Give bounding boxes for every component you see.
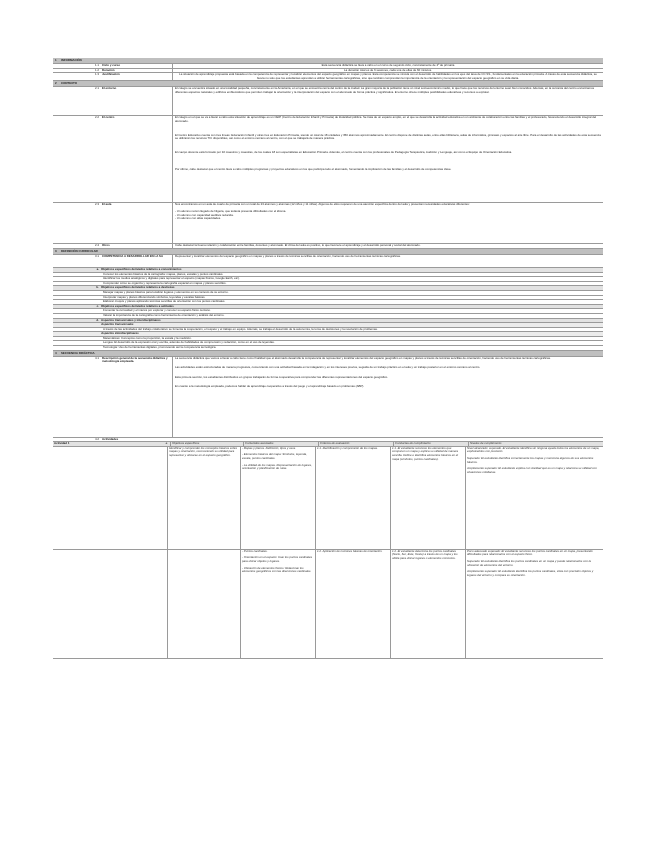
row-value: Esta secuencia didáctica se lleva a cabo en el curso de segundo ciclo, concretamente de 4º de primaria bbox=[172, 64, 603, 68]
paragraph: La secuencia didáctica que vamos a llevar a cabo tiene como finalidad que el alumnado desarrolle la competencia de representar y localizar elementos del espacio geográfico en mapas y planos a través de técnicas sencillas de orientación, haciendo uso de herramientas técnicas cartográficas. bbox=[175, 355, 551, 360]
paragraph: Nos encontramos en un aula de cuarto de primaria con un total de 23 alumnos y alumnas (12 niños y 11 niñas). Algunos de ellos requieren de una atención específica dentro del aula y presentan necesidades educativas diferentes: bbox=[175, 202, 470, 207]
objective-text: Interpretar mapas y planos diferenciando símbolos, leyendas y escalas básicas. bbox=[103, 294, 206, 299]
cell-conducta: 1.2. El estudiante determina los puntos cardinales (Norte, Sur, Este, Oeste) a través de un mapa y los utiliza para ubicar lugares o elementos concretos. bbox=[390, 550, 465, 658]
section-title: DEFINICIÓN CURRICULAR bbox=[61, 248, 98, 253]
block-title: Objetivos específicos derivados relativos a conocimientos bbox=[101, 266, 182, 271]
paragraph: Matemáticas: Conceptos como la proporción, la escala y la medición. bbox=[103, 335, 192, 340]
col-header: Contenidos asociados bbox=[243, 442, 318, 446]
block-letter: a. bbox=[96, 266, 99, 271]
block-letter: c. bbox=[96, 303, 99, 308]
cell-criterio: 1.1. Identificación y comprensión de los mapas. bbox=[315, 447, 390, 549]
cell-nivel: Ampliamente superado: El estudiante explica con claridad qué es un mapa y relaciona su utilidad con situaciones cotidianas. bbox=[467, 466, 597, 474]
paragraph: A través de las actividades del trabajo colaborativo se fomenta la cooperación, el respeto y el trabajo en equipo. Además, se trabaja el desarrollo de la autonomía, la toma de decisiones y la resolución de problemas. bbox=[103, 326, 378, 331]
objective-text: Conocer los elementos básicos de la cartografía: mapas, planos, escalas y puntos cardinales. bbox=[103, 271, 224, 276]
row-label: COMPETENCIA A DESARROLLAR EN LA SA bbox=[102, 253, 164, 258]
competencia-text: Representar y localizar elementos del espacio geográfico en mapas y planos a través de técnicas sencillas de orientación, haciendo uso de herramientas técnicas cartográficas. bbox=[172, 255, 603, 267]
col-header: Niveles de cumplimiento bbox=[468, 442, 603, 446]
context-row-entorno bbox=[53, 87, 603, 116]
row-number: 2.3 bbox=[94, 202, 99, 207]
row-label: Otros bbox=[102, 243, 110, 248]
cell-objetivo bbox=[167, 550, 240, 658]
subheading: Aspectos transversales bbox=[101, 322, 134, 327]
cell-contenido: - Elementos básicos del mapa: Símbolos, leyenda, escala, puntos cardinales. bbox=[242, 452, 307, 461]
section-title: CONTEXTO bbox=[61, 81, 78, 86]
cell-nivel: Ampliamente superado: El estudiante identifica los puntos cardinales, sitúa con precisión objetos y lugares del entorno y compara su orientación. bbox=[467, 569, 594, 577]
row-label: Actividades bbox=[102, 436, 119, 441]
paragraph: El colegio se encuentra situado en una localidad pequeña, concretamente en la Amazonía, en el que se encuentra cerca del centro de la ciudad. La gran mayoría de la población tiene un nivel socioeconómico medio, lo que hace que los recursos del entorno sean bien conocidos. Además, en la cercanía del centro encontramos diferentes espacios naturales y edificios emblemáticos que permiten trabajar la orientación y la interpretación del espacio con el alumnado de forma práctica y significativa. El entorno ofrece múltiples posibilidades educativas y recursos a explotar. bbox=[175, 86, 595, 94]
cell-nivel: Poco adecuado superado: El estudiante reconoce los puntos cardinales en un mapa, presentando dificultades para relacionarlos con el espacio físico. bbox=[467, 548, 593, 557]
activity-name: Actividad 1 bbox=[54, 441, 70, 446]
paragraph: Las actividades están estructuradas de manera progresiva, comenzando con una actividad basada en la indagación y en los intereses previos, seguida de un trabajo práctico en el aula y un trabajo posterior en el entorno cercano al centro. bbox=[175, 365, 481, 370]
row-label: El entorno bbox=[102, 86, 117, 91]
paragraph: El cuerpo docente está formado por 32 maestros y maestras, de los cuales 18 son especialistas en Educación Primaria. Además, el centro cuenta con los profesionales de Pedagogía Terapéutica, Audición y Lenguaje, así como el Equipo de Orientación Educativa. bbox=[175, 149, 513, 154]
col-header: Criterios de evaluación bbox=[318, 442, 393, 446]
section-title: INFORMACIÓN bbox=[61, 58, 82, 62]
cell-nivel: Superado: El estudiante identifica correctamente los mapas y menciona algunos de sus elementos básicos. bbox=[467, 456, 594, 464]
document-sheet bbox=[53, 58, 603, 659]
paragraph: En cuanto a la metodología empleada, podemos hablar de aprendizaje cooperativo a través del juego y el aprendizaje basado en problemas (ABP). bbox=[175, 384, 365, 389]
row-value: La duración total es de 6 sesiones, cada una de ellas de 60 minutos. bbox=[172, 69, 603, 73]
row-number: 4.1 bbox=[94, 355, 99, 360]
cell-conducta: 1.1. El estudiante reconoce los elementos que componen un mapa y explica su utilidad de manera sencilla. Define e identifica elementos básicos en el mapa (símbolos, puntos cardinales). bbox=[390, 447, 465, 549]
col-header: Conductas de cumplimiento bbox=[393, 442, 468, 446]
cell-criterio: 1.2. Aplicación de nociones básicas de orientación. bbox=[315, 550, 390, 658]
row-number: 1.1 bbox=[94, 63, 99, 67]
context-row-aula bbox=[53, 203, 603, 244]
block-title: Objetivos específicos derivados relativos a actitudes bbox=[101, 303, 174, 308]
secuencia-row bbox=[53, 357, 603, 438]
list-item: - Un alumno con capacidad auditiva reducida. bbox=[175, 212, 234, 217]
objective-text: Identificar los medios analógicos y digitales para representar el espacio (mapas físicos, Google Earth, etc). bbox=[103, 276, 240, 281]
row-number: 2.2 bbox=[94, 115, 99, 120]
objective-text: Manejar mapas y planos básicos para localizar lugares y elementos en su contexto de su entorno. bbox=[103, 289, 229, 294]
row-label: Descripción general de la secuencia didáctica y metodología empleada. bbox=[102, 355, 168, 364]
context-row-centro bbox=[53, 116, 603, 203]
row-number: 1.2 bbox=[94, 67, 99, 72]
activity-table-row bbox=[53, 550, 603, 659]
row-number: 2.4 bbox=[94, 243, 99, 248]
row-label: Justificación bbox=[102, 72, 120, 77]
paragraph: Tecnología: Uso de herramientas digitales, promoviendo así la competencia tecnológica. bbox=[103, 345, 217, 350]
row-label: El centro bbox=[102, 115, 115, 120]
row-value: La situación de aprendizaje propuesta está basada en la competencia de representar y localizar elementos del espacio geográfico en mapas y planos. Esta competencia se vincula con el desarrollo de habilidades en los ejes del área de CC.SS., fundamentales en la educación primaria. A través de esta secuencia didáctica, se busca no solo que los estudiantes aprendan a utilizar herramientas cartográficas, sino que también comprendan la importancia de la orientación y la representación del espacio geográfico en su vida diaria. bbox=[172, 73, 603, 80]
row-number: 3.1 bbox=[94, 253, 99, 258]
cell-contenido: - Puntos cardinales. bbox=[242, 548, 268, 553]
row-label: Ciclo y curso bbox=[102, 63, 121, 67]
paragraph: Por último, cabe destacar que el centro lleva a cabo múltiples programas y proyectos educativos en los que participa todo el alumnado, fomentando la implicación de las familias y el desarrollo de competencias clave. bbox=[175, 167, 452, 172]
row-number: 1.3 bbox=[94, 72, 99, 77]
paragraph: Esta primera sección, los estudiantes distribuidos en grupos trabajarán de forma cooperativa para comprender las diferentes representaciones del espacio geográfico. bbox=[175, 374, 389, 379]
cell-contenido: - Ubicación de elementos físicos: Relacionar los elementos geográficos con las direcciones cardinales. bbox=[242, 565, 312, 574]
block-letter: d. bbox=[96, 317, 99, 322]
section-number: 2 bbox=[55, 81, 57, 86]
paragraph: El colegio en el que se va a llevar a cabo esta situación de aprendizaje es un CEIP (Centro de Educación Infantil y Primaria) de titularidad pública. Se trata de un espacio amplio, en el que se desarrolla la actividad educativa en un ambiente de colaboración entre las familias y el profesorado, favoreciendo el desarrollo integral del alumnado. bbox=[175, 115, 597, 123]
col-letter: a. bbox=[165, 441, 168, 446]
subheading: Aspectos interdisciplinares bbox=[101, 331, 139, 336]
section-title: SECUENCIA DIDÁCTICA bbox=[61, 350, 95, 355]
row-number: 2.1 bbox=[94, 86, 99, 91]
activity-table-row bbox=[53, 447, 603, 550]
info-row bbox=[53, 73, 603, 81]
cell-nivel: Superado: El estudiante identifica los puntos cardinales en un mapa y puede relacionarlos con la ubicación de elementos del entorno. bbox=[467, 559, 591, 567]
list-item: - Un alumno recién llegado de Nigeria, que todavía presenta dificultades con el idioma. bbox=[175, 208, 287, 213]
cell-contenido: - Orientación en el espacio: Usar los puntos cardinales para ubicar objetos y lugares. bbox=[242, 555, 313, 564]
objective-text: Fomentar la curiosidad y el interés por explorar y conocer su espacio físico cercano. bbox=[103, 308, 211, 313]
cell-contenido: - La utilidad de los mapas. Representación de lugares, orientación y planificación de rutas. bbox=[242, 462, 312, 471]
objective-text: Comprender cómo se organiza y representa la cartografía espacial en mapas y planos sencillos. bbox=[103, 280, 227, 285]
cell-nivel: Nivel alcanzado: superado. El estudiante identifica sin ninguna ayuda todos los elementos de un mapa, explicándolos con precisión. bbox=[467, 445, 600, 454]
section-number: 3 bbox=[55, 248, 57, 253]
block-letter: b. bbox=[96, 285, 99, 290]
row-number: 4.2 bbox=[94, 436, 99, 441]
row-label: Duración bbox=[102, 67, 115, 72]
objective-text: Elaborar croquis y planos aplicando técnicas sencillas de orientación con los puntos cardinales. bbox=[103, 299, 226, 304]
row-label: El aula bbox=[102, 202, 112, 207]
list-item: - Un alumno con altas capacidades. bbox=[175, 216, 221, 221]
objective-text: Valorar la importancia de la cartografía como herramienta de orientación y análisis del entorno. bbox=[103, 312, 225, 317]
block-title: Aspectos transversales y interdisciplinares bbox=[101, 317, 161, 322]
cell-objetivo: Identificar y comprender los conceptos básicos sobre mapas y orientación, reconociendo su utilidad para representar y ubicarse en el espacio geográfico. bbox=[167, 447, 240, 549]
section-number: 1 bbox=[55, 58, 57, 62]
col-header: Objetivos específicos bbox=[170, 442, 243, 446]
paragraph: Cabe destacar la buena relación y colaboración entre familias, docentes y alumnado. El clima del aula es positivo, lo que favorece el aprendizaje y el desarrollo personal y social del alumnado. bbox=[175, 243, 421, 248]
section-number: 4 bbox=[55, 350, 57, 355]
cell-contenido: - Mapas y planos. Definición, tipos y usos. bbox=[242, 445, 296, 450]
paragraph: El Centro Educativo cuenta con tres líneas: Educación Infantil y otras tres en Educación Primaria, siendo un total de 18 unidades y 350 alumnos aproximadamente. El centro dispone de distintas aulas, entre ellas biblioteca, aulas de informática, gimnasio y espacios al aire libre. Para el desarrollo de las actividades de esta secuencia se utilizarán los recursos TIC disponibles, así como el entorno cercano al centro, con el que se trabajará de manera práctica. bbox=[175, 132, 601, 141]
block-title: Objetivos específicos derivados relativos a destrezas bbox=[101, 285, 175, 290]
paragraph: Lengua: El desarrollo de la expresión oral y escrita, además de habilidades de comprensión y redacción, como en el uso de leyendas. bbox=[103, 340, 275, 345]
